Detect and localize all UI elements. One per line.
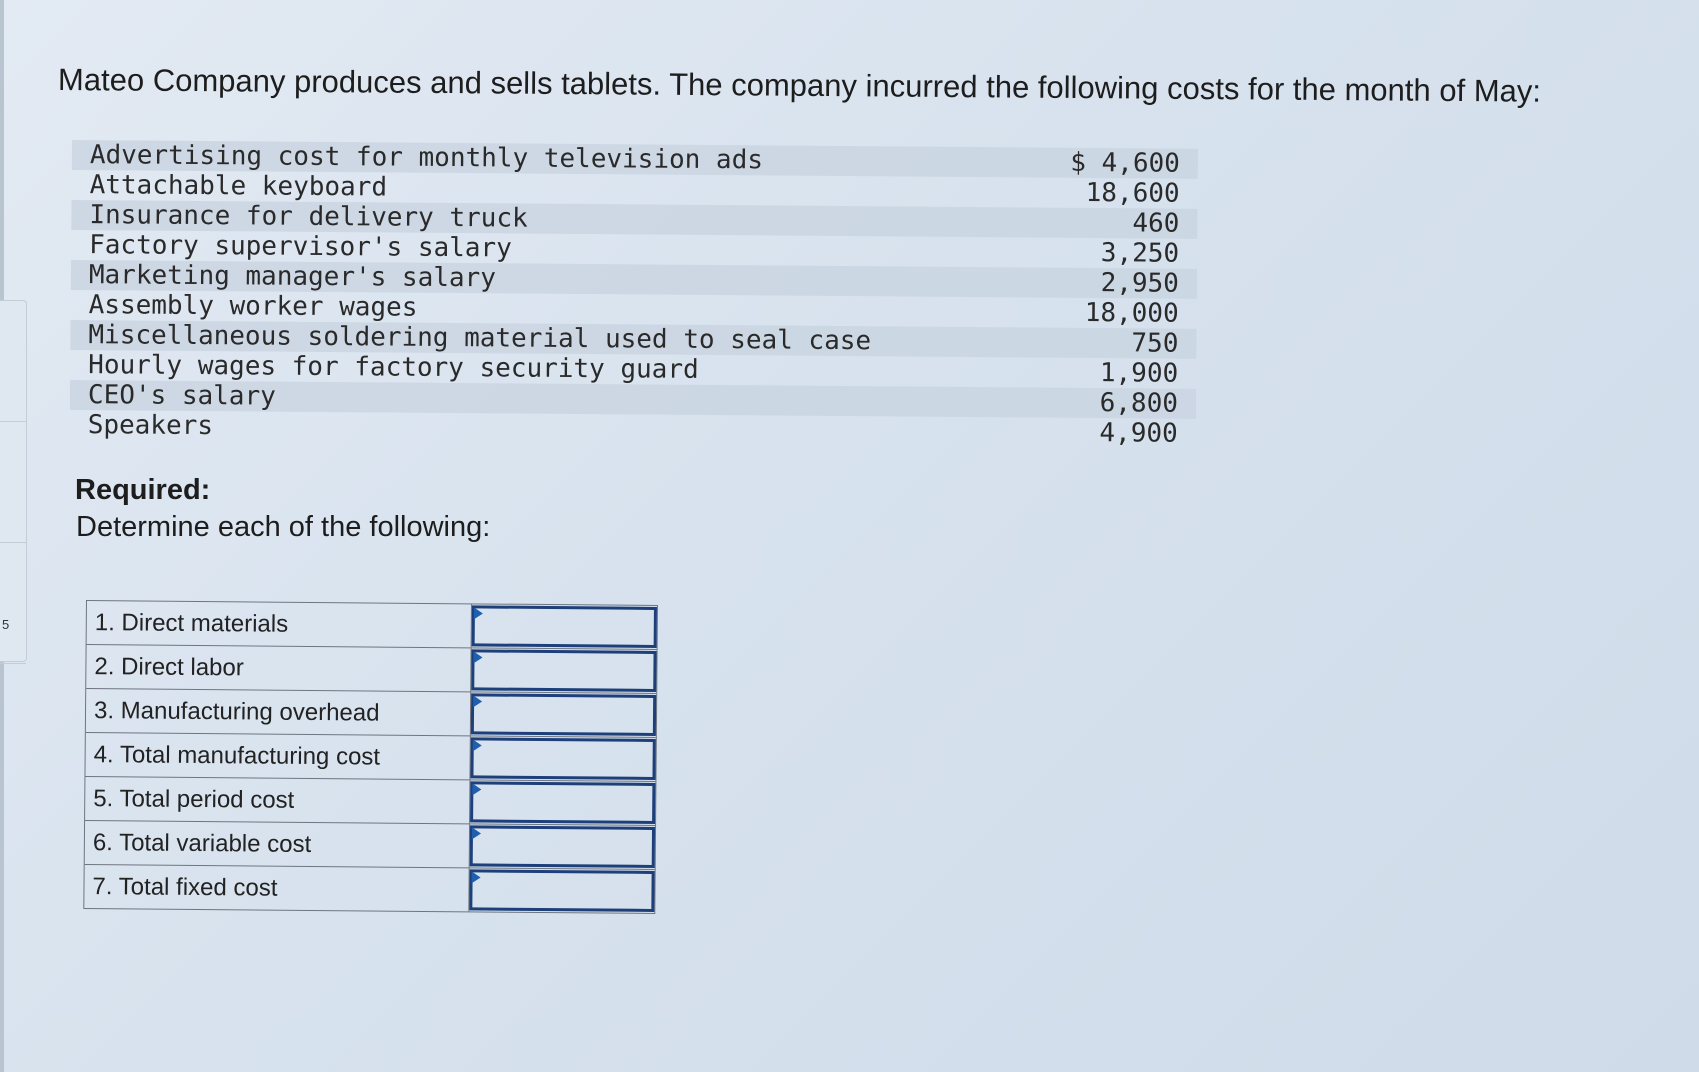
cost-amount: 460	[1132, 208, 1180, 239]
input-marker-icon	[472, 827, 481, 839]
side-panel-segment	[0, 301, 26, 422]
cost-label: CEO's salary	[87, 380, 276, 412]
answer-row	[87, 601, 657, 650]
cost-label: Factory supervisor's salary	[89, 230, 512, 264]
required-instruction: Determine each of the following:	[76, 511, 491, 543]
cost-amount: 4,900	[1099, 418, 1178, 449]
answer-label: 2. Direct labor	[86, 645, 471, 691]
side-panel-char: 5	[2, 617, 10, 632]
answer-input-total-variable-cost[interactable]	[470, 825, 655, 868]
answer-row	[86, 689, 656, 738]
answer-input-total-fixed-cost[interactable]	[469, 869, 654, 912]
cost-amount: 18,000	[1084, 297, 1179, 329]
answer-input-direct-materials[interactable]	[472, 605, 657, 648]
answer-input-direct-labor[interactable]	[471, 649, 656, 692]
input-marker-icon	[472, 783, 481, 795]
cost-label: Advertising cost for monthly television ads	[89, 140, 764, 176]
cost-label: Insurance for delivery truck	[89, 200, 528, 234]
cost-label: Marketing manager's salary	[88, 260, 497, 294]
cost-label: Assembly worker wages	[88, 290, 418, 323]
problem-intro: Mateo Company produces and sells tablets. The company incurred the following costs for the month of May:	[57, 62, 1542, 109]
cost-label: Speakers	[87, 410, 214, 442]
answer-row	[85, 777, 655, 826]
input-marker-icon	[473, 651, 482, 663]
answer-input-total-manufacturing-cost[interactable]	[470, 737, 655, 780]
side-panel-segment	[0, 422, 26, 543]
answer-label: 6. Total variable cost	[85, 821, 470, 867]
answer-input-manufacturing-overhead[interactable]	[471, 693, 656, 736]
input-marker-icon	[474, 607, 483, 619]
cost-label: Miscellaneous soldering material used to seal case	[88, 320, 872, 357]
answer-label: 4. Total manufacturing cost	[85, 733, 470, 779]
input-marker-icon	[472, 871, 481, 883]
cost-amount: $ 4,600	[1070, 147, 1180, 179]
cost-amount: 2,950	[1100, 268, 1180, 299]
side-panel-tab[interactable]	[0, 300, 27, 662]
input-marker-icon	[473, 739, 482, 751]
required-heading: Required:	[75, 474, 211, 506]
answer-label: 5. Total period cost	[85, 777, 470, 823]
answer-label: 7. Total fixed cost	[84, 865, 469, 911]
answer-row	[86, 645, 656, 694]
answer-row	[85, 821, 655, 870]
side-panel-segment	[0, 543, 26, 664]
cost-amount: 3,250	[1100, 238, 1180, 269]
cost-amount: 6,800	[1099, 388, 1179, 419]
cost-label: Attachable keyboard	[89, 170, 388, 203]
cost-amount: 1,900	[1099, 358, 1179, 389]
cost-label: Hourly wages for factory security guard	[88, 350, 699, 385]
answer-row	[84, 865, 654, 913]
cost-amount: 750	[1131, 328, 1179, 359]
answer-input-total-period-cost[interactable]	[470, 781, 655, 824]
answer-label: 3. Manufacturing overhead	[86, 689, 471, 735]
cost-amount: 18,600	[1085, 177, 1180, 209]
answer-table	[83, 600, 658, 914]
cost-table	[70, 140, 1198, 449]
answer-label: 1. Direct materials	[87, 601, 472, 647]
answer-row	[85, 733, 655, 782]
input-marker-icon	[473, 695, 482, 707]
